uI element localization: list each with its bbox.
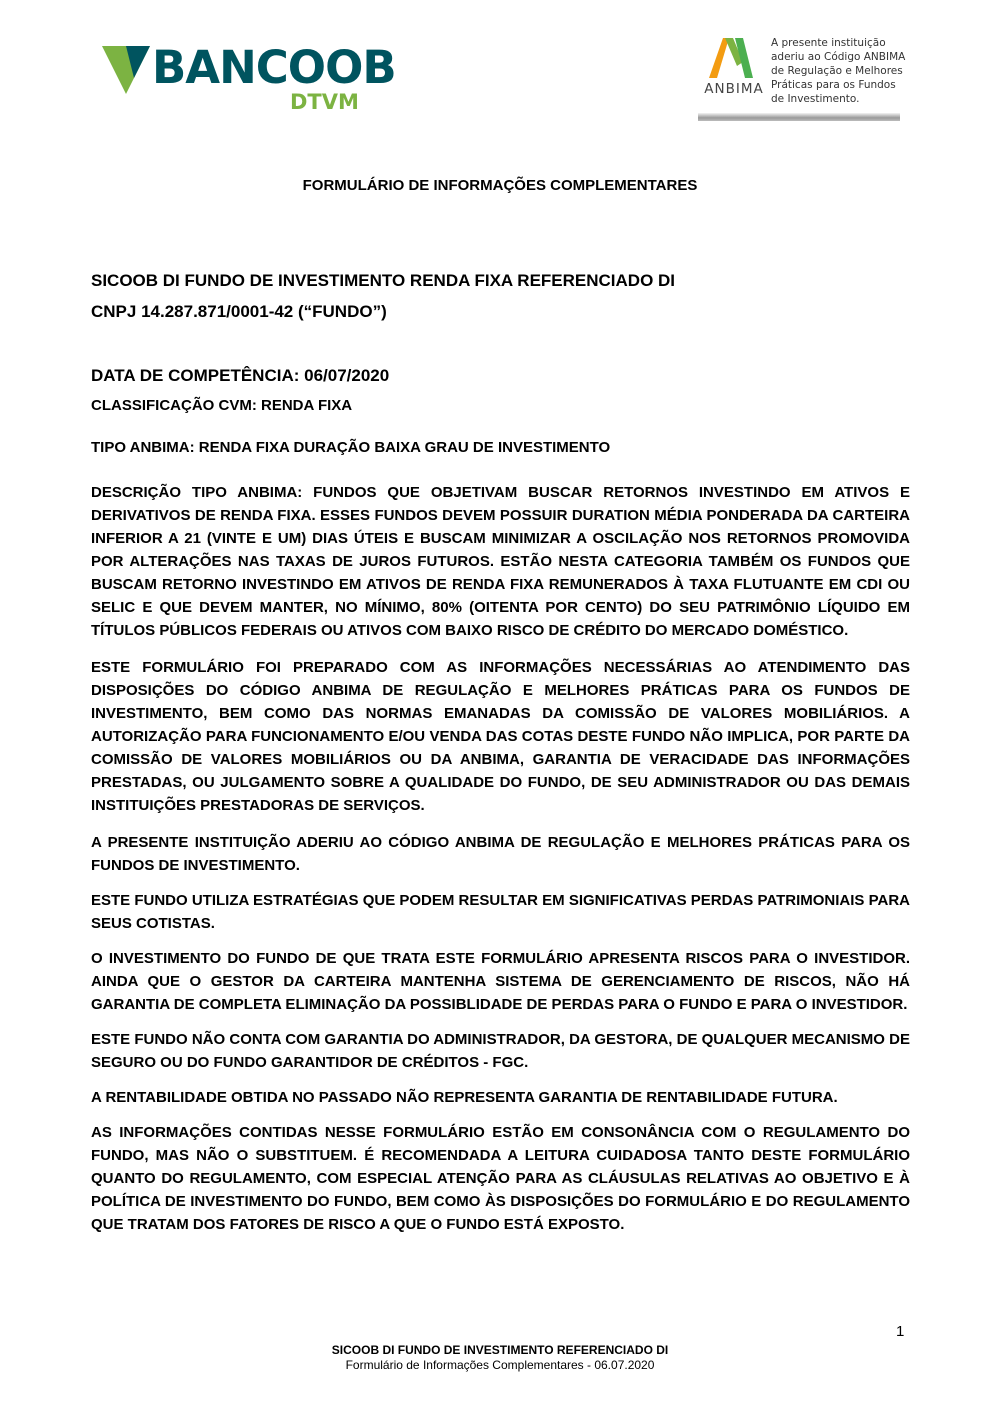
bancoob-logo-name: BANCOOB	[152, 41, 396, 94]
anbima-seal-bar	[698, 113, 900, 121]
anbima-seal-text: A presente instituição aderiu ao Código ANBIMA de Regulação e Melhores Práticas para os Fundos de Investimento.	[771, 37, 906, 105]
bancoob-logo-icon	[100, 42, 152, 102]
paragraph-regulation-notice: AS INFORMAÇÕES CONTIDAS NESSE FORMULÁRIO ESTÃO EM CONSONÂNCIA COM O REGULAMENTO DO FUNDO, MAS NÃO O SUBSTITUEM. É RECOMENDADA A LEITURA CUIDADOSA TANTO DESTE FORMULÁRIO QUANTO DO REGULAMENTO, COM ESPECIAL ATENÇÃO PARA AS CLÁUSULAS RELATIVAS AO OBJETIVO E À POLÍTICA DE INVESTIMENTO DO FUNDO, BEM COMO ÀS DISPOSIÇÕES DO FORMULÁRIO E DO REGULAMENTO QUE TRATAM DOS FATORES DE RISCO A QUE O FUNDO ESTÁ EXPOSTO.	[91, 1124, 910, 1233]
paragraph-strategy-losses: ESTE FUNDO UTILIZA ESTRATÉGIAS QUE PODEM RESULTAR EM SIGNIFICATIVAS PERDAS PATRIMONIAIS PARA SEUS COTISTAS.	[91, 892, 910, 932]
anbima-seal-icon	[705, 36, 757, 80]
paragraph-anbima-adherence: A PRESENTE INSTITUIÇÃO ADERIU AO CÓDIGO ANBIMA DE REGULAÇÃO E MELHORES PRÁTICAS PARA OS FUNDOS DE INVESTIMENTO.	[91, 834, 910, 874]
anbima-type: TIPO ANBIMA: RENDA FIXA DURAÇÃO BAIXA GRAU DE INVESTIMENTO	[91, 439, 611, 456]
footer-form-title: Formulário de Informações Complementares - 06.07.2020	[345, 1358, 655, 1372]
bancoob-logo	[100, 40, 396, 120]
competence-date: DATA DE COMPETÊNCIA: 06/07/2020	[91, 366, 390, 385]
bancoob-logo-sub: DTVM	[290, 90, 359, 114]
cvm-classification: CLASSIFICAÇÃO CVM: RENDA FIXA	[91, 397, 353, 414]
page-number: 1	[896, 1323, 905, 1340]
document-body	[91, 481, 910, 1236]
fund-name: SICOOB DI FUNDO DE INVESTIMENTO RENDA FIXA REFERENCIADO DI	[91, 271, 676, 290]
paragraph-form-preparation: ESTE FORMULÁRIO FOI PREPARADO COM AS INFORMAÇÕES NECESSÁRIAS AO ATENDIMENTO DAS DISPOSIÇÕES DO CÓDIGO ANBIMA DE REGULAÇÃO E MELHORES PRÁTICAS PARA OS FUNDOS DE INVESTIMENTO, BEM COMO DAS NORMAS EMANADAS DA COMISSÃO DE VALORES MOBILIÁRIOS. A AUTORIZAÇÃO PARA FUNCIONAMENTO E/OU VENDA DAS COTAS DESTE FUNDO NÃO IMPLICA, POR PARTE DA COMISSÃO DE VALORES MOBILIÁRIOS OU DA ANBIMA, GARANTIA DE VERACIDADE DAS INFORMAÇÕES PRESTADAS, OU JULGAMENTO SOBRE A QUALIDADE DO FUNDO, DE SEU ADMINISTRADOR OU DAS DEMAIS INSTITUIÇÕES PRESTADORAS DE SERVIÇOS.	[91, 659, 910, 814]
document-title: FORMULÁRIO DE INFORMAÇÕES COMPLEMENTARES	[302, 177, 698, 194]
fund-cnpj: CNPJ 14.287.871/0001-42 (“FUNDO”)	[91, 302, 387, 321]
paragraph-anbima-description: DESCRIÇÃO TIPO ANBIMA: FUNDOS QUE OBJETIVAM BUSCAR RETORNOS INVESTINDO EM ATIVOS E DERIVATIVOS DE RENDA FIXA. ESSES FUNDOS DEVEM POSSUIR DURATION MÉDIA PONDERADA DA CARTEIRA INFERIOR A 21 (VINTE E UM) DIAS ÚTEIS E BUSCAM MINIMIZAR A OSCILAÇÃO NOS RETORNOS PROMOVIDA POR ALTERAÇÕES NAS TAXAS DE JUROS FUTUROS. ESTÃO NESTA CATEGORIA TAMBÉM OS FUNDOS QUE BUSCAM RETORNO INVESTINDO EM ATIVOS DE RENDA FIXA REMUNERADOS À TAXA FLUTUANTE EM CDI OU SELIC E QUE DEVEM MANTER, NO MÍNIMO, 80% (OITENTA POR CENTO) DO SEU PATRIMÔNIO LÍQUIDO EM TÍTULOS PÚBLICOS FEDERAIS OU ATIVOS COM BAIXO RISCO DE CRÉDITO DO MERCADO DOMÉSTICO.	[91, 484, 910, 639]
footer-fund-name: SICOOB DI FUNDO DE INVESTIMENTO REFERENCIADO DI	[331, 1343, 669, 1357]
paragraph-investment-risk: O INVESTIMENTO DO FUNDO DE QUE TRATA ESTE FORMULÁRIO APRESENTA RISCOS PARA O INVESTIDOR. AINDA QUE O GESTOR DA CARTEIRA MANTENHA SISTEMA DE GERENCIAMENTO DE RISCOS, NÃO HÁ GARANTIA DE COMPLETA ELIMINAÇÃO DA POSSIBLIDADE DE PERDAS PARA O FUNDO E PARA O INVESTIDOR.	[91, 950, 910, 1013]
anbima-seal	[695, 33, 910, 125]
anbima-seal-name: ANBIMA	[704, 81, 764, 97]
paragraph-past-performance: A RENTABILIDADE OBTIDA NO PASSADO NÃO REPRESENTA GARANTIA DE RENTABILIDADE FUTURA.	[91, 1089, 838, 1106]
paragraph-no-guarantee: ESTE FUNDO NÃO CONTA COM GARANTIA DO ADMINISTRADOR, DA GESTORA, DE QUALQUER MECANISMO DE SEGURO OU DO FUNDO GARANTIDOR DE CRÉDITOS - FGC.	[91, 1031, 910, 1071]
